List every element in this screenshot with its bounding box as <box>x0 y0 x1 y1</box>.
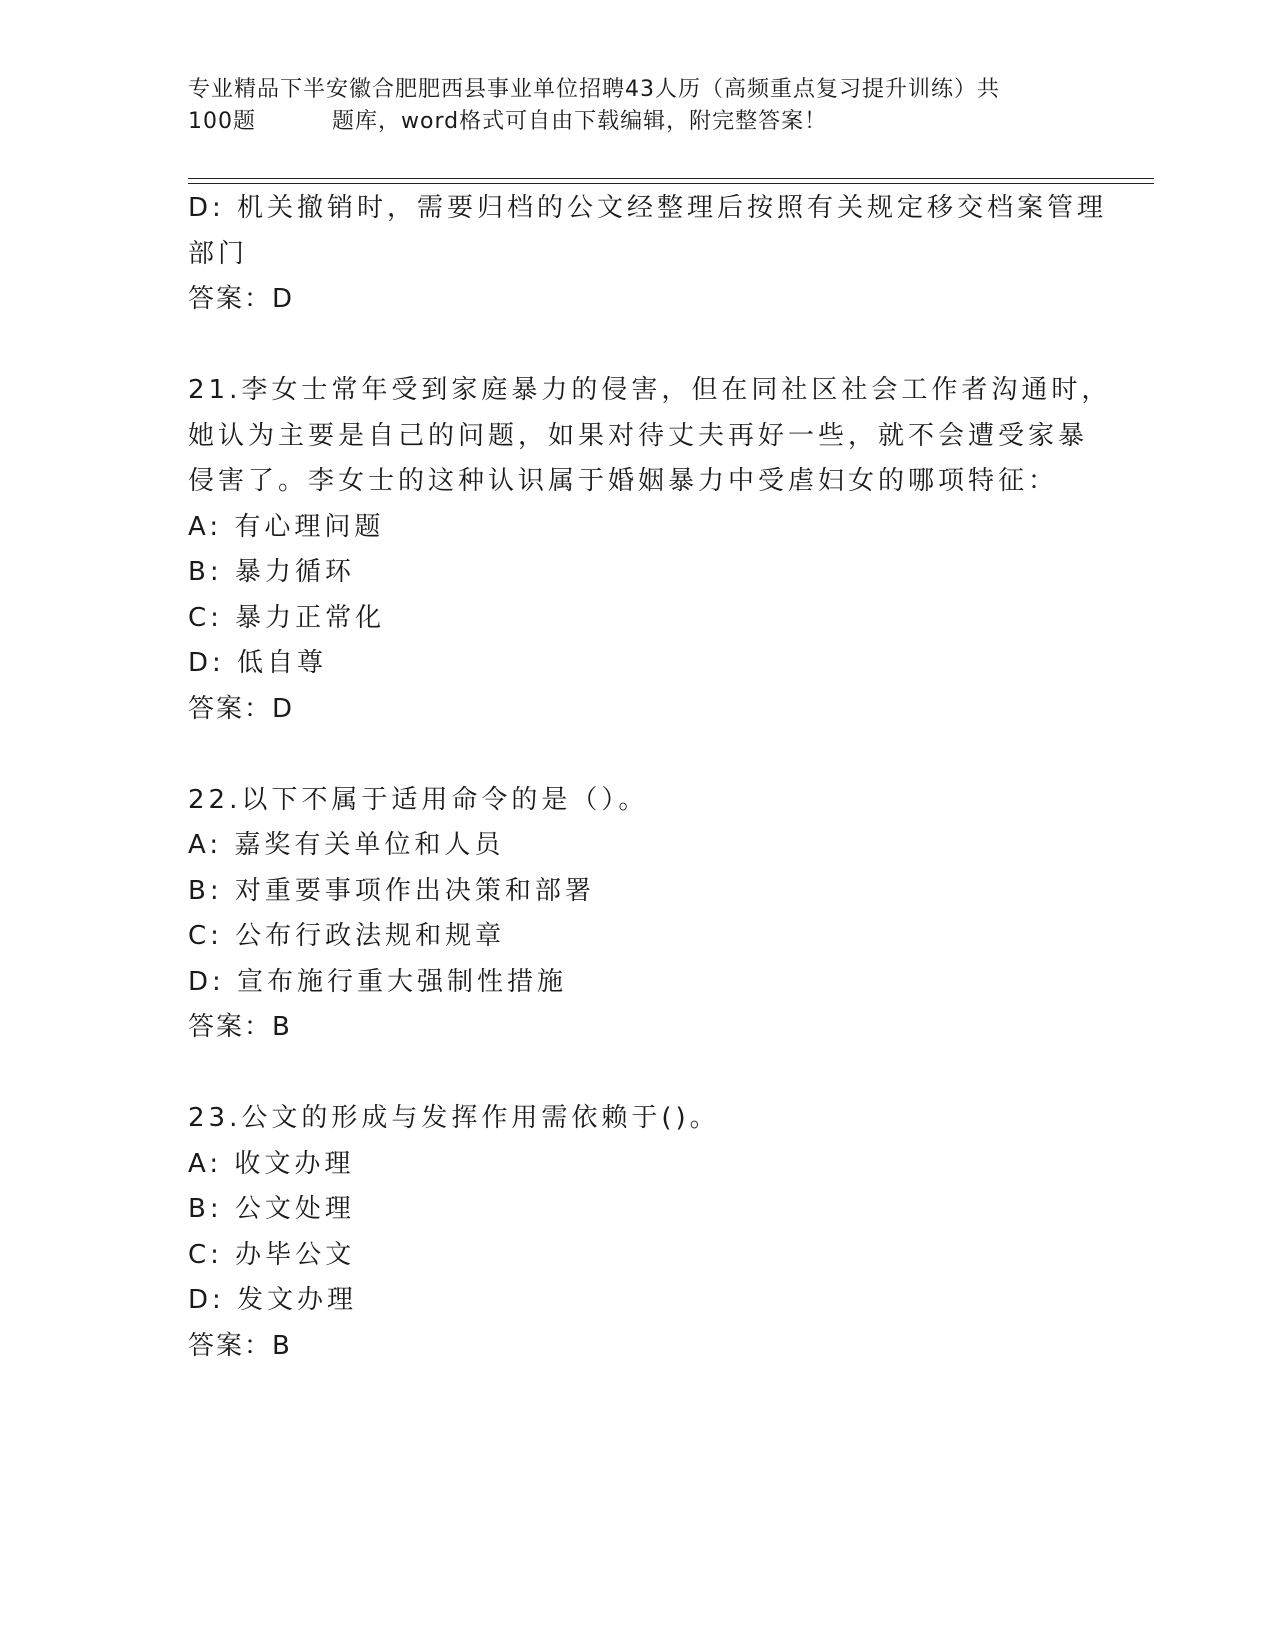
question-22 <box>188 778 1088 1051</box>
question-stem-line: 侵害了。李女士的这种认识属于婚姻暴力中受虐妇女的哪项特征： <box>188 466 1059 496</box>
option-b: B: 公文处理 <box>188 1194 355 1224</box>
header-title-line-2 <box>188 106 1088 138</box>
header-rule-top <box>188 178 1154 179</box>
answer-line: 答案：D <box>188 693 295 724</box>
spacer <box>188 1051 1088 1097</box>
answer-line: 答案：D <box>188 284 295 314</box>
option-d: D: 发文办理 <box>188 1285 358 1315</box>
question-stem-line: 23.公文的形成与发挥作用需依赖于()。 <box>188 1103 720 1133</box>
option-a: A: 收文办理 <box>188 1148 355 1179</box>
option-b: B: 暴力循环 <box>188 557 355 587</box>
option-d: D: 低自尊 <box>188 648 328 678</box>
question-stem-line: 21.李女士常年受到家庭暴力的侵害，但在同社区社会工作者沟通时， <box>188 375 1112 405</box>
option-d-line-1: D: 机关撤销时，需要归档的公文经整理后按照有关规定移交档案管理 <box>188 193 1108 223</box>
answer-line: 答案：B <box>188 1330 292 1361</box>
option-d-line-2: 部门 <box>188 238 249 269</box>
header-description: 题库，word格式可自由下载编辑，附完整答案！ <box>332 109 828 134</box>
option-d: D: 宣布施行重大强制性措施 <box>188 966 568 997</box>
spacer <box>188 323 1088 369</box>
option-c: C: 办毕公文 <box>188 1239 356 1270</box>
option-a: A: 有心理问题 <box>188 511 385 542</box>
option-b: B: 对重要事项作出决策和部署 <box>188 875 595 906</box>
header-question-count: 100题 <box>188 109 256 134</box>
document-header <box>188 74 1088 138</box>
question-23 <box>188 1096 1088 1369</box>
question-stem-line: 22.以下不属于适用命令的是（）。 <box>188 784 649 815</box>
option-c: C: 暴力正常化 <box>188 602 386 633</box>
option-a: A: 嘉奖有关单位和人员 <box>188 830 505 860</box>
question-stem-line: 她认为主要是自己的问题，如果对待丈夫再好一些，就不会遭受家暴 <box>188 420 1089 451</box>
question-21 <box>188 368 1112 732</box>
header-rule-bottom <box>188 183 1154 184</box>
option-c: C: 公布行政法规和规章 <box>188 921 506 951</box>
header-title-line-1: 专业精品下半安徽合肥肥西县事业单位招聘43人历（高频重点复习提升训练）共 <box>188 77 1000 102</box>
document-body <box>188 186 1112 1369</box>
question-20-tail <box>188 186 1108 323</box>
answer-line: 答案：B <box>188 1012 292 1042</box>
spacer <box>188 732 1088 778</box>
